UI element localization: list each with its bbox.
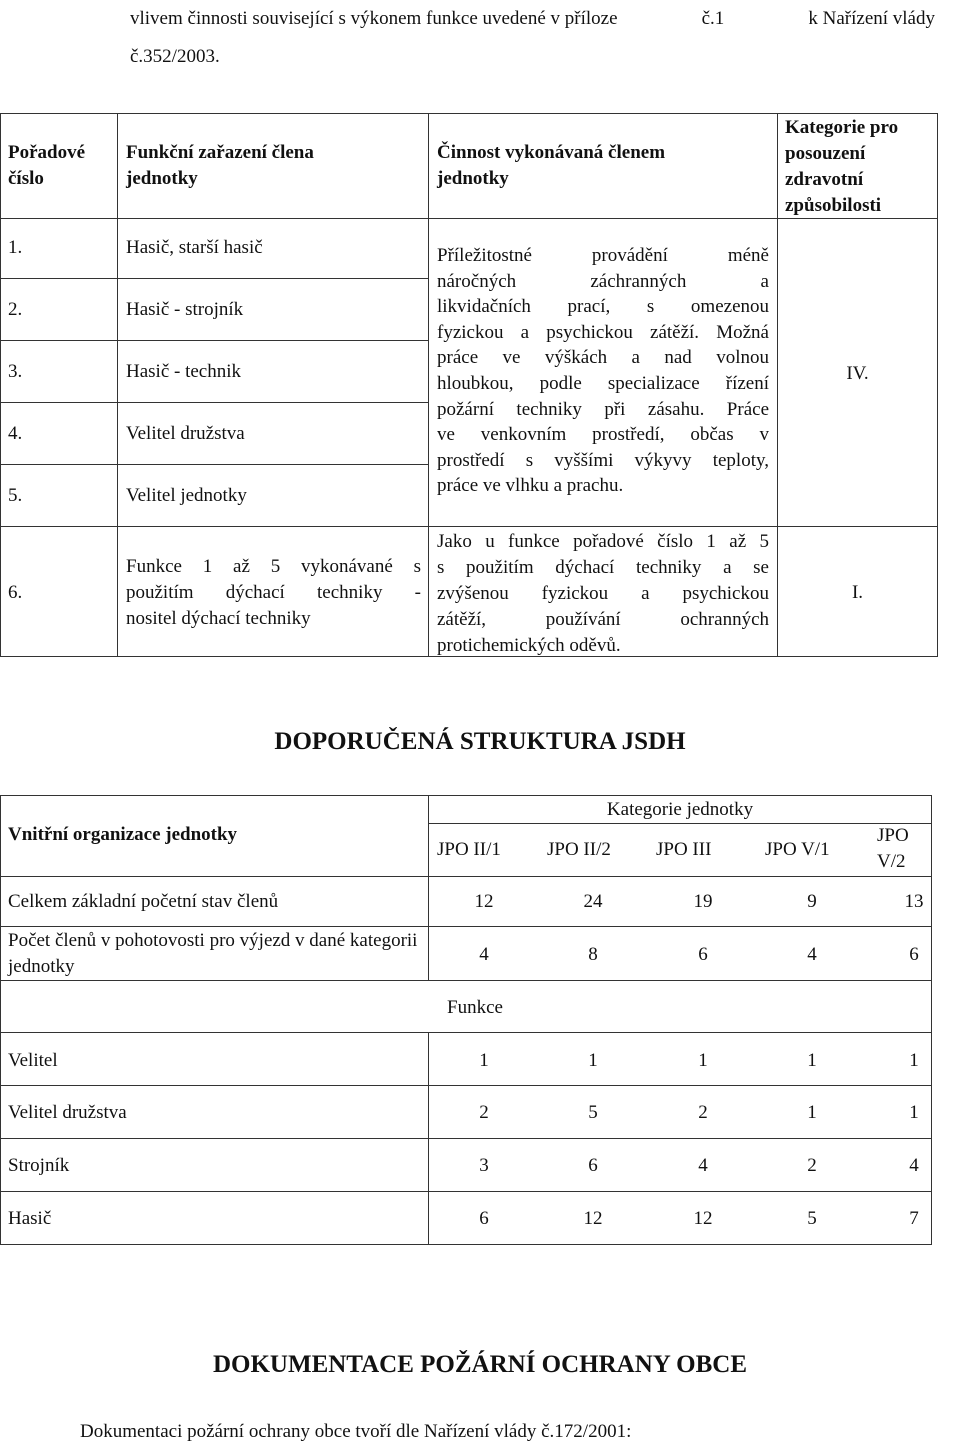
cell-value: 7	[909, 1208, 919, 1229]
cell-value: 4	[909, 1155, 919, 1176]
row-role: Velitel jednotky	[126, 485, 247, 506]
row-label: Hasič	[8, 1208, 52, 1229]
cell-value: 12	[474, 891, 494, 912]
row-role: Velitel družstva	[126, 423, 245, 444]
intro-text-ref: č.1	[701, 8, 725, 29]
cell-value: 1	[807, 1050, 817, 1071]
cell-value: 5	[588, 1102, 598, 1123]
intro-text-2: k Nařízení vlády	[808, 8, 935, 29]
header-role: Funkční zařazení člena jednotky	[126, 142, 314, 189]
activity-description-1-5: Příležitostné provádění méně náročných záchranných a likvidačních prací, s omezenou fyzickou a psychickou zátěží. Možná práce ve výškách a nad volnou hloubkou, podle specializace řízení požární techniky při zásahu. Práce ve venkovním prostředí, občas v prostředí s vyššími výkyvy teploty, práce ve vlhku a prachu.	[437, 245, 769, 497]
column-header: JPO II/1	[437, 839, 501, 860]
section-heading-structure: DOPORUČENÁ STRUKTURA JSDH	[274, 728, 686, 755]
header-activity: Činnost vykonávaná členem jednotky	[437, 142, 666, 189]
row-number: 6.	[8, 582, 23, 603]
cell-value: 9	[807, 891, 817, 912]
cell-value: 1	[909, 1050, 919, 1071]
cell-value: 4	[698, 1155, 708, 1176]
header-order-number: Pořadové číslo	[8, 142, 86, 189]
row-number: 2.	[8, 299, 23, 320]
cell-value: 6	[588, 1155, 598, 1176]
header-unit-category: Kategorie jednotky	[606, 799, 754, 820]
row-number: 4.	[8, 423, 23, 444]
row-role: Hasič - strojník	[126, 299, 244, 320]
cell-value: 1	[909, 1102, 919, 1123]
cell-value: 2	[479, 1102, 489, 1123]
row-label: Celkem základní početní stav členů	[8, 891, 279, 912]
cell-value: 5	[807, 1208, 817, 1229]
row-label: Velitel družstva	[8, 1102, 127, 1123]
row-number: 1.	[8, 237, 23, 258]
cell-value: 1	[479, 1050, 489, 1071]
row-number: 3.	[8, 361, 23, 382]
cell-value: 4	[807, 944, 817, 965]
row-label: Strojník	[8, 1155, 70, 1176]
column-header: JPO II/2	[547, 839, 611, 860]
section-heading-documentation: DOKUMENTACE POŽÁRNÍ OCHRANY OBCE	[212, 1351, 748, 1378]
cell-value: 3	[479, 1155, 489, 1176]
cell-value: 6	[698, 944, 708, 965]
column-header: JPO III	[656, 839, 712, 860]
cell-value: 2	[698, 1102, 708, 1123]
cell-value: 1	[588, 1050, 598, 1071]
documentation-intro-text: Dokumentaci požární ochrany obce tvoří dle Nařízení vlády č.172/2001:	[80, 1421, 632, 1442]
cell-value: 1	[698, 1050, 708, 1071]
cell-value: 2	[807, 1155, 817, 1176]
cell-value: 12	[583, 1208, 603, 1229]
section-label-functions: Funkce	[447, 997, 503, 1018]
column-header: JPO V/2	[877, 825, 909, 872]
cell-value: 12	[693, 1208, 713, 1229]
row-role: Hasič - technik	[126, 361, 242, 382]
intro-text-3: č.352/2003.	[130, 46, 220, 67]
row-label: Velitel	[8, 1050, 58, 1071]
cell-value: 4	[479, 944, 489, 965]
intro-text-1: vlivem činnosti související s výkonem funkce uvedené v příloze	[130, 8, 618, 29]
cell-value: 6	[479, 1208, 489, 1229]
header-health-category: Kategorie pro posouzení zdravotní způsobilosti	[785, 117, 899, 216]
cell-value: 1	[807, 1102, 817, 1123]
cell-value: 24	[583, 891, 603, 912]
header-internal-organization: Vnitřní organizace jednotky	[8, 824, 238, 845]
cell-value: 19	[693, 891, 713, 912]
row-number: 5.	[8, 485, 23, 506]
row-role: Funkce 1 až 5 vykonávané s použitím dýchací techniky - nositel dýchací techniky	[126, 556, 421, 629]
health-category-value: I.	[851, 582, 864, 603]
cell-value: 6	[909, 944, 919, 965]
row-label: Počet členů v pohotovosti pro výjezd v dané kategorii jednotky	[8, 930, 418, 977]
health-category-value: IV.	[846, 363, 869, 384]
cell-value: 8	[588, 944, 598, 965]
intro-paragraph	[130, 0, 935, 76]
row-role: Hasič, starší hasič	[126, 237, 263, 258]
activity-description-6: Jako u funkce pořadové číslo 1 až 5 s použitím dýchací techniky a se zvýšenou fyzickou a psychickou zátěží, používání ochranných protichemických oděvů.	[437, 531, 769, 656]
column-header: JPO V/1	[765, 839, 830, 860]
cell-value: 13	[904, 891, 924, 912]
